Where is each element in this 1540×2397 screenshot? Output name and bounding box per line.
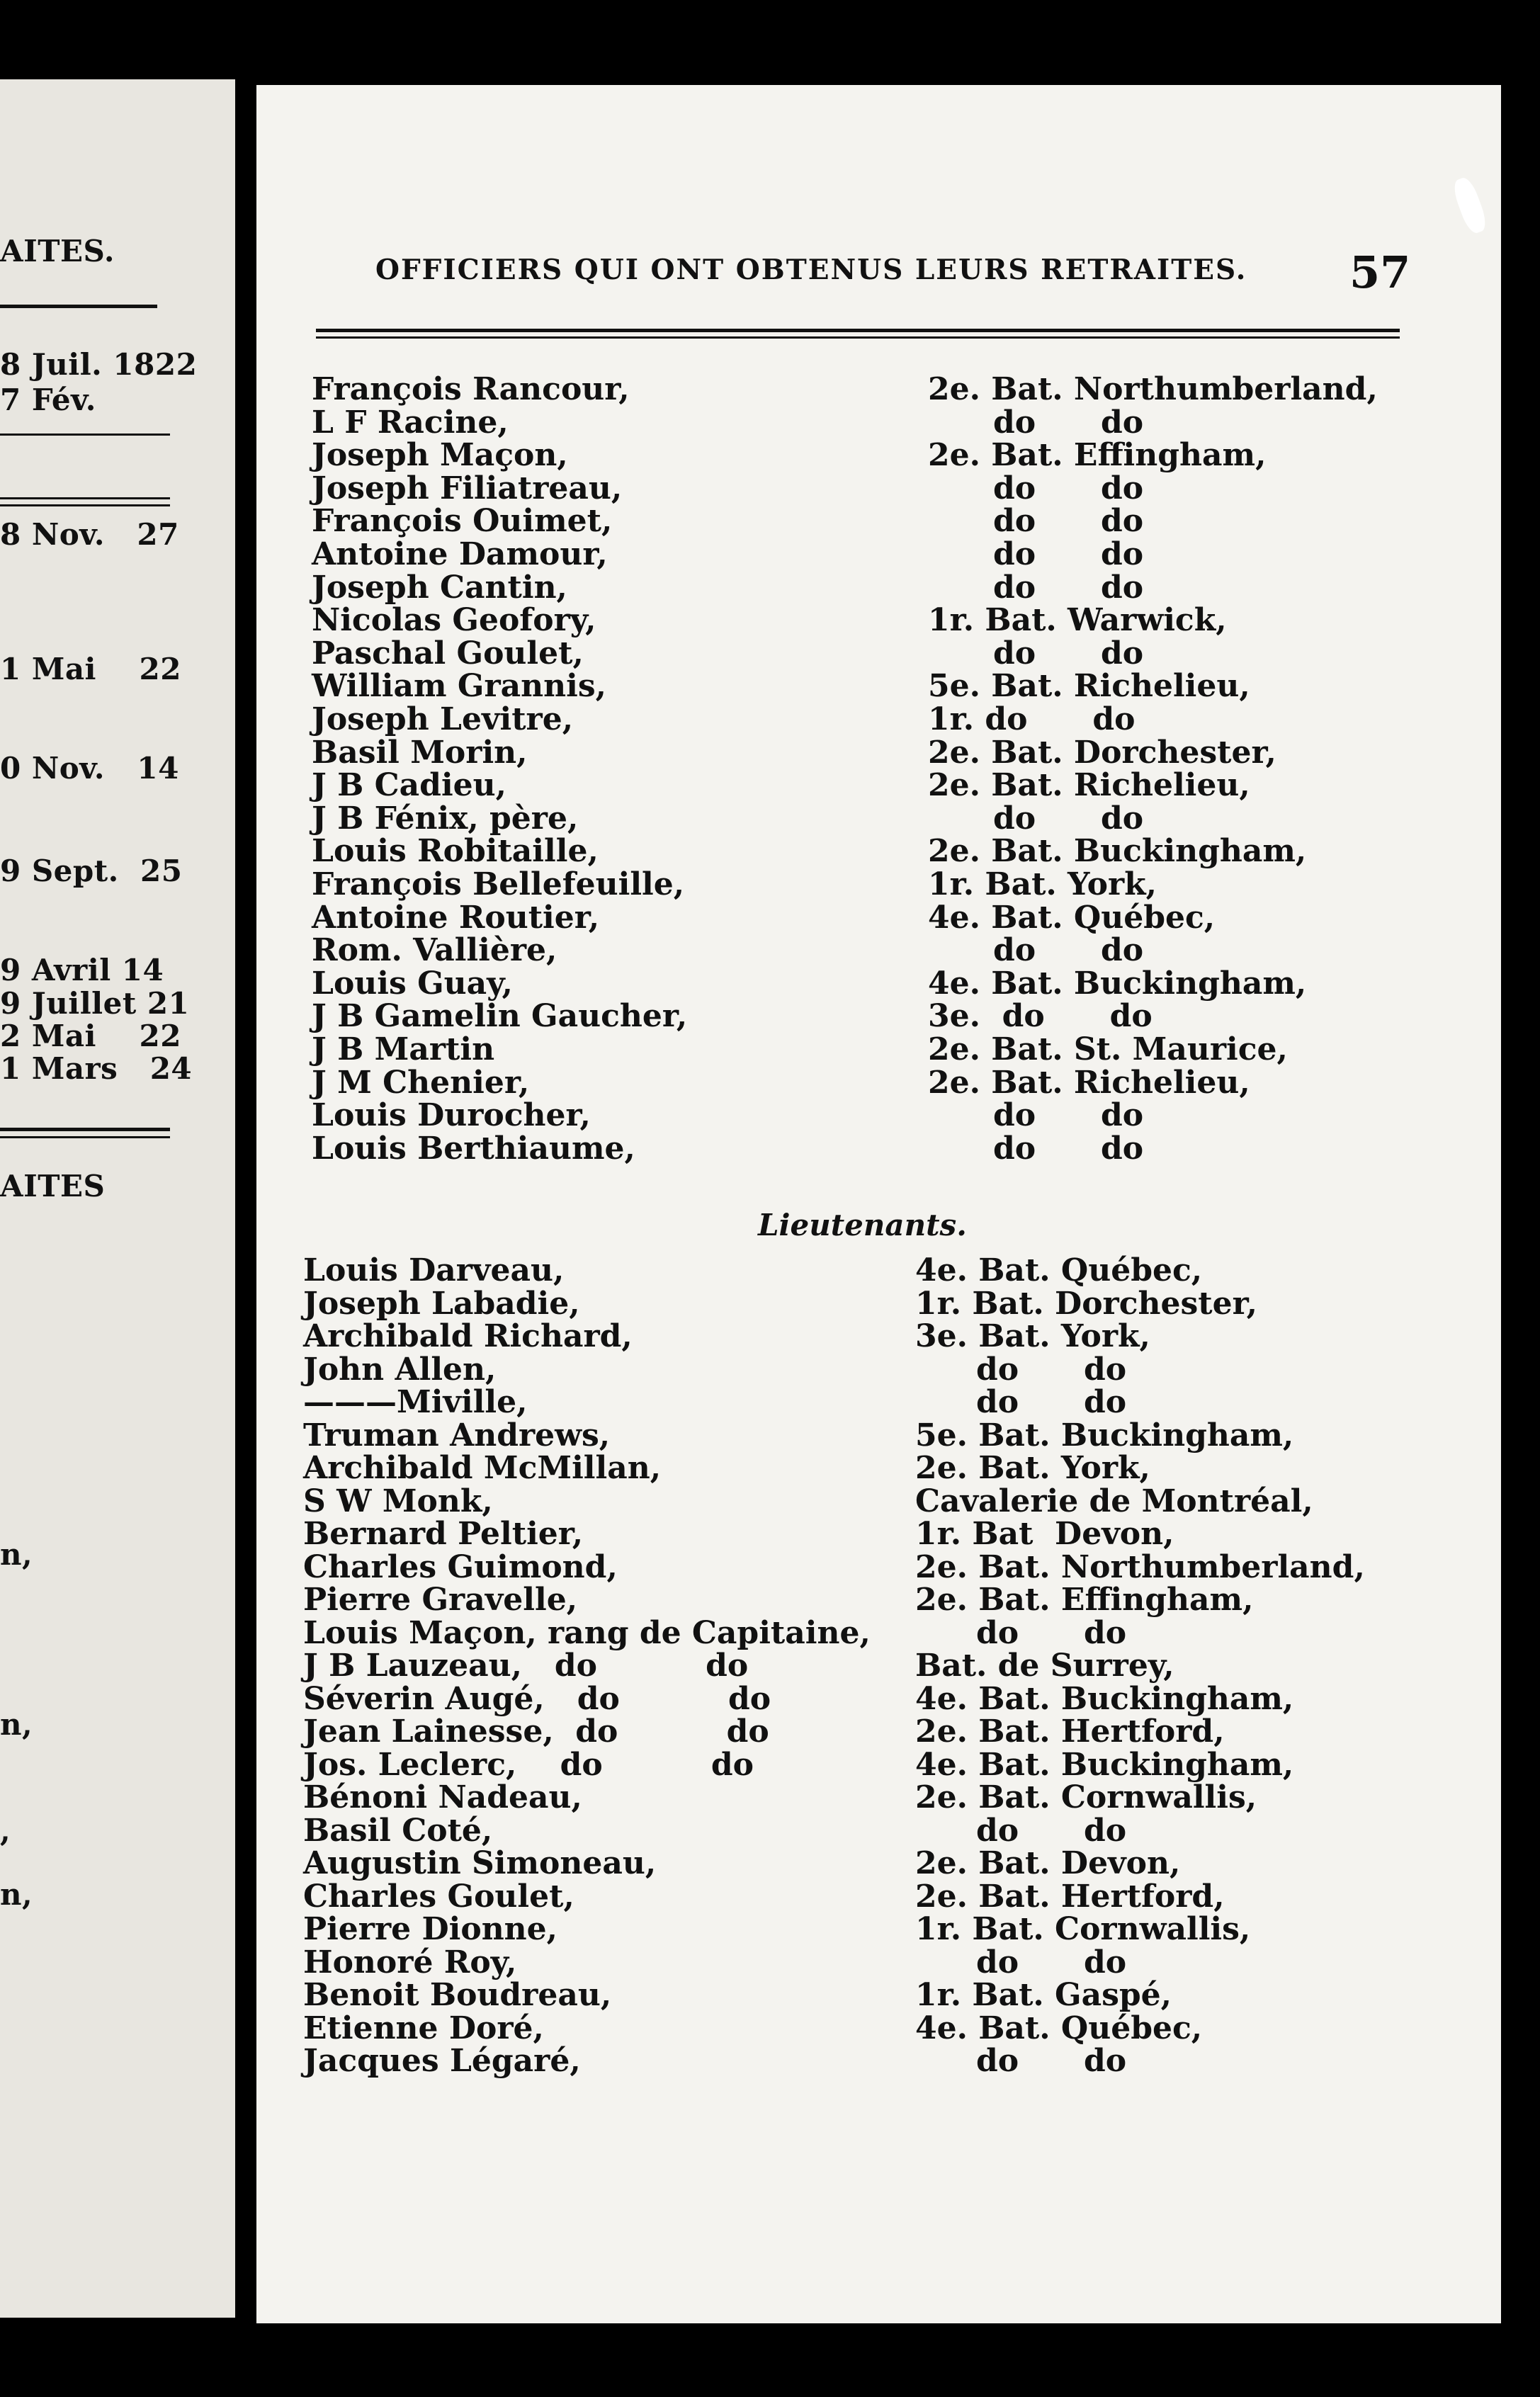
battalion-assignment: 1r. Bat. Cornwallis, xyxy=(915,1911,1251,1947)
battalion-assignment: 2e. Bat. York, xyxy=(915,1450,1150,1486)
left-rule-top xyxy=(0,305,157,308)
left-rule-mid2 xyxy=(0,497,170,499)
left-page-line: 1 Mars 24 xyxy=(0,1051,193,1086)
officer-name: Benoit Boudreau, xyxy=(303,1977,612,2013)
battalion-assignment: do do xyxy=(976,1812,1127,1849)
left-page-line: n, xyxy=(0,1537,33,1572)
officer-name: Louis Durocher, xyxy=(312,1097,591,1134)
left-rule-mid xyxy=(0,434,170,436)
officer-name: Louis Darveau, xyxy=(303,1252,565,1288)
officer-name: Louis Robitaille, xyxy=(312,833,599,870)
left-page-line: 8 Juil. 1822 xyxy=(0,347,198,382)
officer-name: Antoine Damour, xyxy=(312,536,608,572)
battalion-assignment: 2e. Bat. St. Maurice, xyxy=(928,1031,1288,1067)
left-page-line: 9 Sept. 25 xyxy=(0,854,183,888)
officer-name: Augustin Simoneau, xyxy=(303,1845,657,1881)
officer-name: Séverin Augé, do do xyxy=(303,1680,771,1717)
officer-name: Rom. Vallière, xyxy=(312,932,557,969)
battalion-assignment: 2e. Bat. Richelieu, xyxy=(928,1064,1250,1101)
officer-name: Paschal Goulet, xyxy=(312,635,584,672)
left-page-line: 2 Mai 22 xyxy=(0,1019,181,1053)
officer-name: François Ouimet, xyxy=(312,503,613,540)
battalion-assignment: 4e. Bat. Québec, xyxy=(915,1252,1203,1288)
officer-name: L F Racine, xyxy=(312,404,509,441)
battalion-assignment: 1r. Bat. Dorchester, xyxy=(915,1285,1257,1322)
officer-name: Louis Maçon, rang de Capitaine, xyxy=(303,1614,871,1651)
battalion-assignment: 2e. Bat. Effingham, xyxy=(928,437,1267,474)
battalion-assignment: 4e. Bat. Buckingham, xyxy=(915,1680,1294,1717)
officer-name: Nicolas Geofory, xyxy=(312,602,596,639)
battalion-assignment: 1r. Bat. Warwick, xyxy=(928,602,1227,639)
officer-name: Basil Morin, xyxy=(312,734,528,771)
battalion-assignment: 2e. Bat. Buckingham, xyxy=(928,833,1307,870)
officer-name: Jean Lainesse, do do xyxy=(303,1713,769,1750)
left-page-line: 1 Mai 22 xyxy=(0,652,181,686)
battalion-assignment: 4e. Bat. Québec, xyxy=(915,2010,1203,2046)
officer-name: ———Miville, xyxy=(303,1384,528,1420)
battalion-assignment: do do xyxy=(976,1614,1127,1651)
left-page-line: n, xyxy=(0,1877,33,1912)
officer-name: J B Lauzeau, do do xyxy=(303,1648,749,1684)
officer-name: J B Cadieu, xyxy=(312,767,506,804)
officer-name: William Grannis, xyxy=(312,668,606,705)
officer-name: J B Fénix, père, xyxy=(312,800,579,837)
page-number: 57 xyxy=(1349,246,1411,298)
battalion-assignment: do do xyxy=(993,932,1144,969)
battalion-assignment: Bat. de Surrey, xyxy=(915,1648,1174,1684)
battalion-assignment: do do xyxy=(993,536,1144,572)
left-page-line: 7 Fév. xyxy=(0,382,96,417)
battalion-assignment: 2e. Bat. Richelieu, xyxy=(928,767,1250,804)
officer-name: Joseph Filiatreau, xyxy=(312,470,623,506)
battalion-assignment: do do xyxy=(993,1130,1144,1167)
left-page-line: 0 Nov. 14 xyxy=(0,751,179,786)
officer-name: Pierre Dionne, xyxy=(303,1911,557,1947)
officer-name: Joseph Maçon, xyxy=(312,437,568,474)
officer-name: J B Gamelin Gaucher, xyxy=(312,998,688,1035)
battalion-assignment: do do xyxy=(976,1944,1127,1980)
officer-name: John Allen, xyxy=(303,1351,497,1388)
battalion-assignment: 2e. Bat. Hertford, xyxy=(915,1713,1225,1750)
battalion-assignment: do do xyxy=(993,569,1144,606)
officer-name: Charles Goulet, xyxy=(303,1878,574,1915)
officer-name: Joseph Labadie, xyxy=(303,1285,580,1322)
battalion-assignment: 4e. Bat. Buckingham, xyxy=(915,1746,1294,1783)
battalion-assignment: do do xyxy=(993,800,1144,837)
header-rule-thick xyxy=(316,329,1400,332)
battalion-assignment: 2e. Bat. Northumberland, xyxy=(928,371,1378,407)
officer-name: Archibald Richard, xyxy=(303,1318,633,1354)
battalion-assignment: 2e. Bat. Hertford, xyxy=(915,1878,1225,1915)
left-page-fragment xyxy=(0,79,235,2318)
officer-name: S W Monk, xyxy=(303,1483,493,1519)
left-page-line: 9 Juillet 21 xyxy=(0,986,190,1021)
officer-name: Joseph Levitre, xyxy=(312,701,574,737)
officer-name: J M Chenier, xyxy=(312,1064,530,1101)
officer-name: Truman Andrews, xyxy=(303,1417,611,1454)
battalion-assignment: do do xyxy=(993,404,1144,441)
battalion-assignment: do do xyxy=(976,1351,1127,1388)
officer-name: Jos. Leclerc, do do xyxy=(303,1746,754,1783)
running-header: OFFICIERS QUI ONT OBTENUS LEURS RETRAITES. xyxy=(375,254,1247,286)
officer-name: Jacques Légaré, xyxy=(303,2043,581,2079)
officer-name: Honoré Roy, xyxy=(303,1944,517,1980)
battalion-assignment: 2e. Bat. Cornwallis, xyxy=(915,1779,1257,1815)
officer-name: François Bellefeuille, xyxy=(312,866,685,902)
battalion-assignment: 1r. Bat. York, xyxy=(928,866,1157,902)
battalion-assignment: 4e. Bat. Buckingham, xyxy=(928,965,1307,1002)
officer-name: Charles Guimond, xyxy=(303,1548,618,1585)
battalion-assignment: do do xyxy=(993,1097,1144,1134)
officer-name: Archibald McMillan, xyxy=(303,1450,662,1486)
battalion-assignment: Cavalerie de Montréal, xyxy=(915,1483,1313,1519)
battalion-assignment: do do xyxy=(976,2043,1127,2079)
officer-name: Louis Berthiaume, xyxy=(312,1130,635,1167)
battalion-assignment: 1r. Bat Devon, xyxy=(915,1516,1174,1552)
left-page-line: 9 Avril 14 xyxy=(0,953,164,987)
battalion-assignment: 5e. Bat. Richelieu, xyxy=(928,668,1250,705)
left-rule-low2 xyxy=(0,1136,170,1138)
battalion-assignment: 2e. Bat. Effingham, xyxy=(915,1582,1254,1618)
left-page-line: AITES xyxy=(0,1169,106,1203)
left-page-line: AITES. xyxy=(0,234,115,268)
battalion-assignment: do do xyxy=(993,503,1144,540)
officer-name: François Rancour, xyxy=(312,371,630,407)
officer-name: Antoine Routier, xyxy=(312,899,600,936)
officer-name: Joseph Cantin, xyxy=(312,569,567,606)
battalion-assignment: 1r. do do xyxy=(928,701,1136,737)
officer-name: Etienne Doré, xyxy=(303,2010,544,2046)
battalion-assignment: do do xyxy=(976,1384,1127,1420)
battalion-assignment: do do xyxy=(993,470,1144,506)
battalion-assignment: 4e. Bat. Québec, xyxy=(928,899,1216,936)
left-page-line: 8 Nov. 27 xyxy=(0,517,179,552)
battalion-assignment: 3e. Bat. York, xyxy=(915,1318,1150,1354)
left-rule-mid3 xyxy=(0,504,170,506)
officer-name: Basil Coté, xyxy=(303,1812,493,1849)
battalion-assignment: 2e. Bat. Northumberland, xyxy=(915,1548,1365,1585)
officer-name: Pierre Gravelle, xyxy=(303,1582,578,1618)
left-page-line: , xyxy=(0,1813,11,1848)
header-rule-thin xyxy=(316,336,1400,339)
section-title-lieutenants: Lieutenants. xyxy=(758,1208,967,1242)
battalion-assignment: do do xyxy=(993,635,1144,672)
officer-name: Bénoni Nadeau, xyxy=(303,1779,582,1815)
battalion-assignment: 2e. Bat. Devon, xyxy=(915,1845,1181,1881)
battalion-assignment: 2e. Bat. Dorchester, xyxy=(928,734,1276,771)
battalion-assignment: 5e. Bat. Buckingham, xyxy=(915,1417,1294,1454)
battalion-assignment: 3e. do do xyxy=(928,998,1153,1035)
left-page-line: n, xyxy=(0,1707,33,1742)
officer-name: Bernard Peltier, xyxy=(303,1516,584,1552)
left-rule-low xyxy=(0,1128,170,1131)
officer-name: Louis Guay, xyxy=(312,965,513,1002)
battalion-assignment: 1r. Bat. Gaspé, xyxy=(915,1977,1172,2013)
officer-name: J B Martin xyxy=(312,1031,495,1067)
